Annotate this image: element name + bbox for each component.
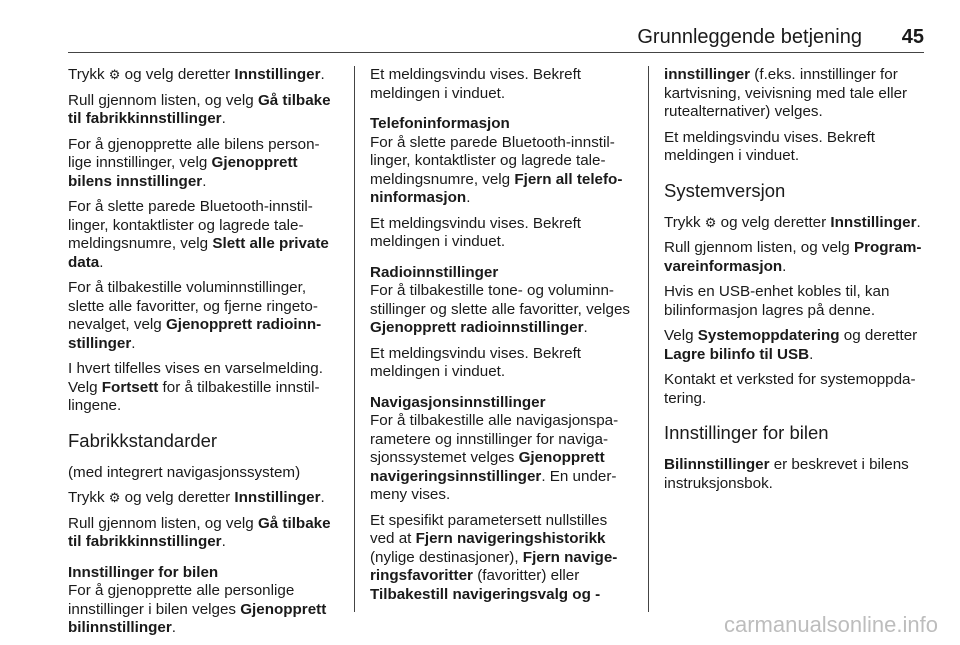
text: (f.eks. innstillinger for kartvisning, veivisning med tale eller rutealternativer) velges. [664,66,908,120]
text: For å tilbakestille alle navigasjonspa-rametere og innstillinger for naviga-sjonssystemet velges [370,412,619,466]
text: og velg deretter [716,213,831,231]
paragraph [664,327,928,364]
header-rule [68,52,924,53]
column-3 [664,66,928,500]
text: Rull gjennom listen, og velg [68,91,258,109]
text: og velg deretter [120,489,235,506]
subsection-heading: Innstillinger for bilen [68,563,219,581]
paragraph [370,134,634,208]
paragraph [68,198,340,272]
text: For å gjenopprette alle bilens person-lige innstillinger, velg [68,135,320,171]
paragraph [664,214,928,233]
paragraph: Et meldingsvindu vises. Bekreft meldingen i vinduet. [370,66,582,102]
paragraph [68,279,340,353]
text: . [466,189,471,206]
bold-text: Innstillinger [234,489,321,506]
text: For å gjenopprette alle personlige innstillinger i bilen velges [68,582,295,618]
bold-text: Innstillinger [234,66,321,83]
text: (favoritter) eller [472,567,580,584]
bold-text: Fjern all telefo-ninformasjon [370,170,623,206]
text: . [99,253,104,271]
subsection-heading: Telefoninformasjon [370,115,510,132]
page-header [68,26,924,50]
text: Rull gjennom listen, og velg [68,514,258,532]
column-1 [68,66,340,645]
text: Trykk [664,213,705,231]
section-heading: Innstillinger for bilen [664,422,829,443]
section-heading: Fabrikkstandarder [68,429,218,451]
bold-text: Gjenopprett navigeringsinnstillinger [370,449,605,485]
bold-text: Lagre bilinfo til USB [664,345,810,363]
text: For å tilbakestille voluminnstillinger, slette alle favoritter, og fjerne ringeto-nevalget, velg [68,279,318,333]
text: I hvert tilfelles vises en varselmelding. Velg [68,360,323,396]
bold-text: Innstillinger [830,213,917,231]
text: for å tilbakestille innstil-lingene. [68,378,320,414]
bold-text: Tilbakestill navigeringsvalg og - [370,585,601,603]
text: . [171,619,177,636]
text: For å slette parede Bluetooth-innstil-linger, kontaktlister og lagrede tale-meldingsnumre, velg [370,133,615,188]
bold-text: Gjenopprett radioinn-stillinger [68,316,322,352]
bold-text: Fjern navige-ringsfavoritter [370,548,618,584]
text: For å slette parede Bluetooth-innstil-linger, kontaktlister og lagrede tale-meldingsnumre, velg [68,198,313,252]
text: . [320,66,325,83]
paragraph: Hvis en USB-enhet kobles til, kan bilinformasjon lagres på denne. [664,283,890,319]
column-2 [370,66,634,611]
column-divider [354,66,355,612]
section-heading: Systemversjon [664,179,786,201]
gear-icon: ⚙ [108,490,121,505]
text: For å tilbakestille tone- og voluminn-stillinger og slette alle favoritter, velges [370,282,631,318]
paragraph: Et meldingsvindu vises. Bekreft meldingen i vinduet. [664,128,876,164]
text: Et spesifikt parametersett nullstilles ved at [370,511,608,547]
text: . [221,533,226,550]
text: og velg deretter [120,66,235,83]
paragraph [68,515,340,552]
bold-text: Gå tilbake til fabrikkinnstillinger [68,91,331,127]
paragraph [664,456,928,493]
gear-icon: ⚙ [704,214,717,230]
paragraph [664,66,928,122]
bold-text: Program-vareinformasjon [664,239,922,275]
text: . [782,257,787,275]
text: . [916,213,921,231]
paragraph: Kontakt et verksted for systemoppda-tering. [664,371,916,407]
header-title: Grunnleggende betjening [637,26,862,48]
paragraph [68,136,340,192]
paragraph [68,92,340,129]
text: Rull gjennom listen, og velg [664,239,854,256]
bold-text: Bilinnstillinger [664,456,770,473]
paragraph [664,239,928,276]
bold-text: Gjenopprett bilinnstillinger [68,600,327,636]
subsection-heading: Navigasjonsinnstillinger [370,393,546,411]
text: er beskrevet i bilens instruksjonsbok. [664,456,909,492]
bold-text: Gå tilbake til fabrikkinnstillinger [68,514,331,550]
watermark: carmanualsonline.info [723,612,938,637]
paragraph [68,582,340,638]
text: Trykk [68,489,109,506]
paragraph: Et meldingsvindu vises. Bekreft meldingen i vinduet. [370,214,582,250]
text: (nylige destinasjoner), [370,548,523,566]
text: . [583,319,588,336]
bold-text: Gjenopprett radioinnstillinger [370,319,584,336]
page-number: 45 [901,26,924,48]
text: Velg [664,327,698,344]
paragraph [68,489,340,508]
text: Trykk [68,66,109,83]
gear-icon: ⚙ [108,67,121,82]
text: . [221,110,226,127]
paragraph [370,412,634,505]
column-divider [648,66,649,612]
text: og deretter [839,327,918,344]
bold-text: Slett alle private data [68,235,329,271]
bold-text: innstillinger [664,66,751,83]
text: . [809,345,814,363]
paragraph [68,66,340,85]
text: . [320,489,325,506]
paragraph [370,282,634,338]
bold-text: Gjenopprett bilens innstillinger [68,154,298,190]
text: . [131,334,136,352]
paragraph: (med integrert navigasjonssystem) [68,463,301,481]
bold-text: Fortsett [101,378,159,396]
text: . En under-meny vises. [370,467,617,503]
paragraph: Et meldingsvindu vises. Bekreft meldingen i vinduet. [370,344,582,380]
text: . [202,172,207,190]
paragraph [370,512,634,605]
bold-text: Fjern navigeringshistorikk [415,530,606,547]
subsection-heading: Radioinnstillinger [370,263,499,281]
bold-text: Systemoppdatering [697,327,840,344]
paragraph [68,360,340,416]
